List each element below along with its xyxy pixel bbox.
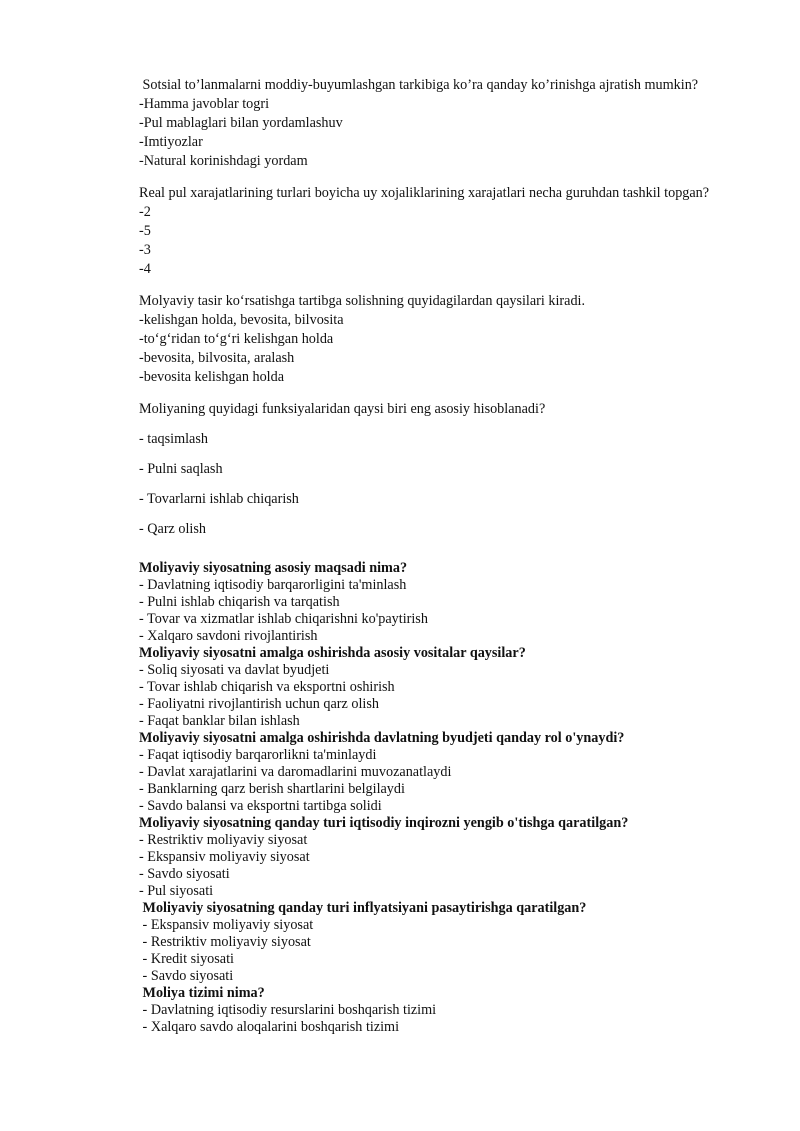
question-7: Moliyaviy siyosatni amalga oshirishda davlatning byudjeti qanday rol o'ynaydi? bbox=[139, 730, 625, 746]
q6-option-2: - Tovar ishlab chiqarish va eksportni oshirish bbox=[139, 679, 395, 695]
q9-option-4: - Savdo siyosati bbox=[139, 968, 234, 984]
q1-option-3: -Imtiyozlar bbox=[139, 134, 203, 150]
q1-option-1: -Hamma javoblar togri bbox=[139, 96, 270, 112]
q4-option-1: - taqsimlash bbox=[139, 431, 208, 447]
q7-option-3: - Banklarning qarz berish shartlarini belgilaydi bbox=[139, 781, 405, 797]
q8-option-1: - Restriktiv moliyaviy siyosat bbox=[139, 832, 308, 848]
q4-option-4: - Qarz olish bbox=[139, 521, 206, 537]
question-8: Moliyaviy siyosatning qanday turi iqtisodiy inqirozni yengib o'tishga qaratilgan? bbox=[139, 815, 629, 831]
question-10: Moliya tizimi nima? bbox=[139, 985, 265, 1001]
q2-option-2: -5 bbox=[139, 223, 151, 239]
q8-option-2: - Ekspansiv moliyaviy siyosat bbox=[139, 849, 310, 865]
q3-option-1: -kelishgan holda, bevosita, bilvosita bbox=[139, 312, 344, 328]
question-2: Real pul xarajatlarining turlari boyicha uy xojaliklarining xarajatlari necha guruhdan tashkil topgan? bbox=[139, 185, 710, 201]
question-4: Moliyaning quyidagi funksiyalaridan qaysi biri eng asosiy hisoblanadi? bbox=[139, 401, 546, 417]
q1-option-4: -Natural korinishdagi yordam bbox=[139, 153, 308, 169]
q3-option-4: -bevosita kelishgan holda bbox=[139, 369, 284, 385]
q6-option-1: - Soliq siyosati va davlat byudjeti bbox=[139, 662, 330, 678]
q6-option-3: - Faoliyatni rivojlantirish uchun qarz olish bbox=[139, 696, 379, 712]
question-1: Sotsial to’lanmalarni moddiy-buyumlashgan tarkibiga ko’ra qanday ko’rinishga ajratish mumkin? bbox=[139, 77, 699, 93]
question-3: Molyaviy tasir ko‘rsatishga tartibga solishning quyidagilardan qaysilari kiradi. bbox=[139, 293, 586, 309]
q5-option-3: - Tovar va xizmatlar ishlab chiqarishni ko'paytirish bbox=[139, 611, 428, 627]
question-6: Moliyaviy siyosatni amalga oshirishda asosiy vositalar qaysilar? bbox=[139, 645, 526, 661]
q10-option-1: - Davlatning iqtisodiy resurslarini boshqarish tizimi bbox=[139, 1002, 437, 1018]
q5-option-1: - Davlatning iqtisodiy barqarorligini ta'minlash bbox=[139, 577, 407, 593]
q9-option-1: - Ekspansiv moliyaviy siyosat bbox=[139, 917, 314, 933]
q5-option-4: - Xalqaro savdoni rivojlantirish bbox=[139, 628, 318, 644]
q3-option-2: -to‘g‘ridan to‘g‘ri kelishgan holda bbox=[139, 331, 334, 347]
q2-option-1: -2 bbox=[139, 204, 151, 220]
q7-option-4: - Savdo balansi va eksportni tartibga solidi bbox=[139, 798, 382, 814]
q5-option-2: - Pulni ishlab chiqarish va tarqatish bbox=[139, 594, 340, 610]
q9-option-2: - Restriktiv moliyaviy siyosat bbox=[139, 934, 311, 950]
q8-option-3: - Savdo siyosati bbox=[139, 866, 230, 882]
q9-option-3: - Kredit siyosati bbox=[139, 951, 234, 967]
q2-option-4: -4 bbox=[139, 261, 151, 277]
q4-option-3: - Tovarlarni ishlab chiqarish bbox=[139, 491, 299, 507]
q1-option-2: -Pul mablaglari bilan yordamlashuv bbox=[139, 115, 343, 131]
question-5: Moliyaviy siyosatning asosiy maqsadi nima? bbox=[139, 560, 408, 576]
q7-option-2: - Davlat xarajatlarini va daromadlarini muvozanatlaydi bbox=[139, 764, 452, 780]
q6-option-4: - Faqat banklar bilan ishlash bbox=[139, 713, 300, 729]
question-9: Moliyaviy siyosatning qanday turi inflyatsiyani pasaytirishga qaratilgan? bbox=[139, 900, 587, 916]
q3-option-3: -bevosita, bilvosita, aralash bbox=[139, 350, 295, 366]
q2-option-3: -3 bbox=[139, 242, 151, 258]
q7-option-1: - Faqat iqtisodiy barqarorlikni ta'minlaydi bbox=[139, 747, 377, 763]
q8-option-4: - Pul siyosati bbox=[139, 883, 214, 899]
q10-option-2: - Xalqaro savdo aloqalarini boshqarish tizimi bbox=[139, 1019, 400, 1035]
q4-option-2: - Pulni saqlash bbox=[139, 461, 223, 477]
